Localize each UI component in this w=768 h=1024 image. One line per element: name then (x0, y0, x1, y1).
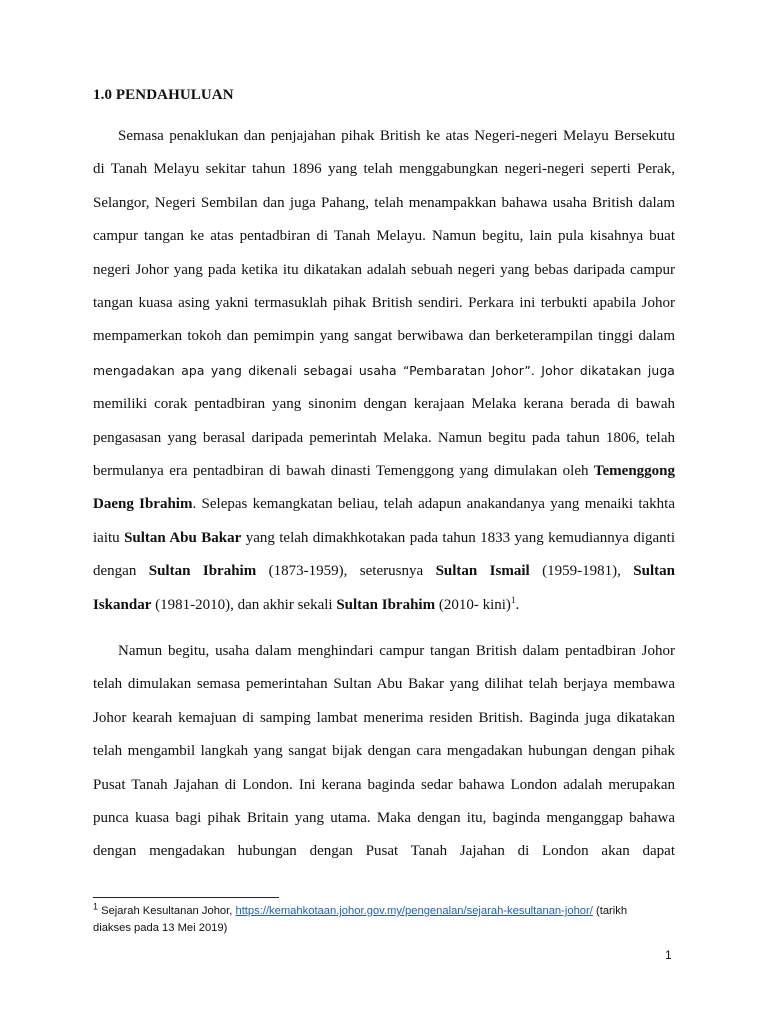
bold-name: Sultan Ibrahim (148, 563, 257, 580)
bold-name: Daeng Ibrahim (93, 496, 193, 513)
paragraph-line: di Tanah Melayu sekitar tahun 1896 yang telah menggabungkan negeri-negeri seperti Perak, (93, 161, 675, 178)
paragraph-2 (93, 635, 675, 869)
footnote (93, 903, 693, 937)
paragraph-line: tangan kuasa asing yakni termasuklah pihak British sendiri. Perkara ini terbukti apabila Johor (93, 295, 675, 312)
paragraph-line: Pusat Tanah Jajahan di London. Ini kerana baginda sedar bahawa London adalah merupakan (93, 776, 675, 793)
paragraph-line: telah dimulakan semasa pemerintahan Sultan Abu Bakar yang dilihat telah berjaya membawa (93, 676, 675, 693)
paragraph-line: mempamerkan tokoh dan pemimpin yang sangat berwibawa dan berketerampilan tinggi dalam (93, 328, 675, 345)
paragraph-line: Johor kearah kemajuan di samping lambat menerima residen British. Baginda juga dikatakan (93, 709, 675, 726)
paragraph-line: bermulanya era pentadbiran di bawah dinasti Temenggong yang dimulakan oleh Temenggong (93, 463, 675, 480)
footnote-line: diakses pada 13 Mei 2019) (93, 922, 228, 934)
bold-name: Sultan Ibrahim (336, 596, 436, 613)
paragraph-line: Semasa penaklukan dan penjajahan pihak British ke atas Negeri-negeri Melayu Bersekutu (118, 128, 675, 144)
page-number: 1 (665, 948, 672, 962)
bold-name: Temenggong (593, 463, 675, 480)
paragraph-line: memiliki corak pentadbiran yang sinonim dengan kerajaan Melaka kerana berada di bawah (93, 396, 675, 413)
paragraph-line: iaitu Sultan Abu Bakar yang telah dimakhkotakan pada tahun 1833 yang kemudiannya diganti (93, 529, 675, 546)
footnote-separator (93, 897, 279, 898)
footnote-line: $^1$ Sejarah Kesultanan Johor, https://kemahkotaan.johor.gov.my/pengenalan/sejarah-kesultanan-johor/ (tarikh (93, 901, 628, 917)
bold-name: Sultan Ismail (435, 563, 530, 580)
paragraph-line: telah mengambil langkah yang sangat bijak dengan cara mengadakan hubungan dengan pihak (93, 743, 675, 760)
paragraph-line: pengasasan yang berasal daripada pemerintah Melaka. Namun begitu pada tahun 1806, telah (93, 429, 675, 446)
footnote-link[interactable]: https://kemahkotaan.johor.gov.my/pengenalan/sejarah-kesultanan-johor/ (235, 905, 593, 917)
quoted-term: mengadakan apa yang dikenali sebagai usaha “Pembaratan Johor”. (93, 362, 535, 378)
paragraph-line: campur tangan ke atas pentadbiran di Tanah Melayu. Namun begitu, lain pula kisahnya buat (93, 228, 675, 245)
paragraph-line: Namun begitu, usaha dalam menghindari campur tangan British dalam pentadbiran Johor (118, 643, 675, 659)
paragraph-line: Daeng Ibrahim. Selepas kemangkatan beliau, telah adapun anakandanya yang menaiki takhta (93, 496, 675, 513)
footnote-marker: 1 (93, 901, 99, 912)
paragraph-line: dengan mengadakan hubungan dengan Pusat Tanah Jajahan di London akan dapat (93, 843, 675, 860)
footnote-reference[interactable]: 1 (510, 594, 516, 605)
bold-name: Sultan Abu Bakar (124, 529, 242, 546)
bold-name: Sultan (633, 563, 675, 580)
paragraph-1 (93, 120, 675, 622)
paragraph-line: negeri Johor yang pada ketika itu dikatakan adalah sebuah negeri yang bebas daripada campur (93, 261, 675, 278)
paragraph-line: Iskandar (1981-2010), dan akhir sekali Sultan Ibrahim (2010- kini)$^1$. (93, 594, 520, 613)
paragraph-line: mengadakan apa yang dikenali sebagai usaha “Pembaratan Johor”. Johor dikatakan juga (93, 362, 675, 378)
paragraph-line: punca kuasa bagi pihak Britain yang utama. Maka dengan itu, baginda menganggap bahawa (93, 810, 675, 827)
paragraph-line: Selangor, Negeri Sembilan dan juga Pahang, telah menampakkan bahawa usaha British dalam (93, 194, 675, 211)
bold-name: Iskandar (93, 596, 152, 613)
section-heading: 1.0 PENDAHULUAN (93, 87, 234, 103)
paragraph-line: dengan Sultan Ibrahim (1873-1959), seterusnya Sultan Ismail (1959-1981), Sultan (93, 563, 675, 580)
